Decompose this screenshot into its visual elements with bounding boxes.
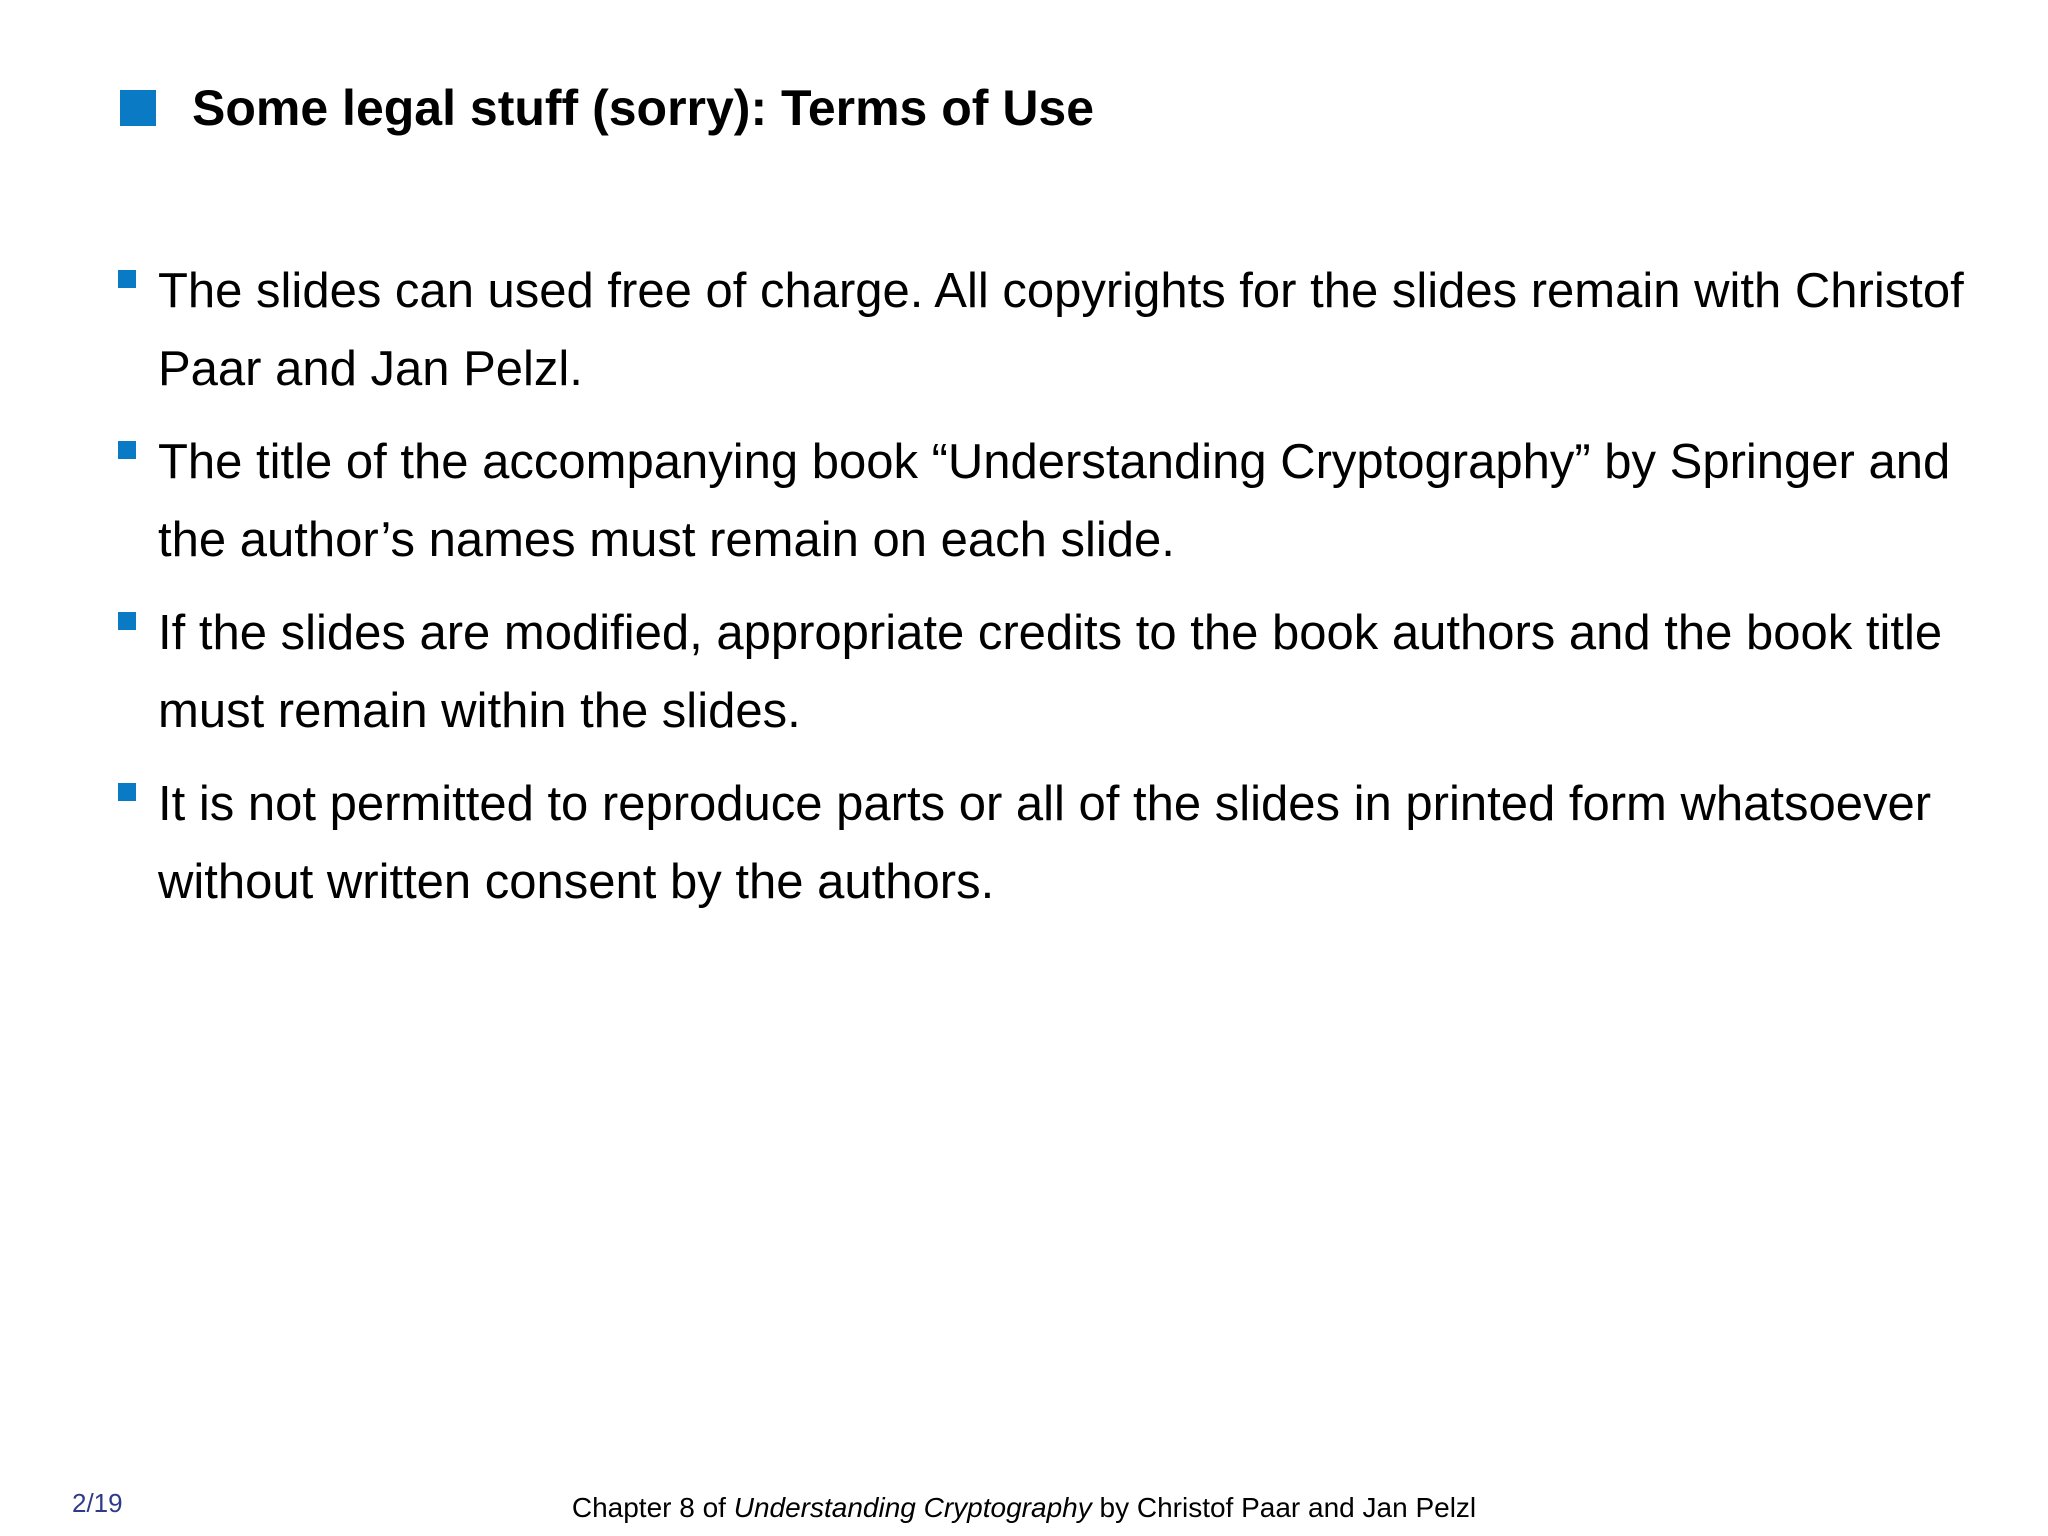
bullet-square-icon — [118, 441, 136, 459]
footer-book-title: Understanding Cryptography — [733, 1492, 1092, 1523]
bullet-text: The slides can used free of charge. All copyrights for the slides remain with Christof Paar and Jan Pelzl. — [158, 264, 1964, 396]
bullet-item — [118, 594, 1978, 750]
footer-prefix: Chapter 8 of — [571, 1492, 734, 1523]
page-number: 2/19 — [72, 1488, 123, 1518]
footer-credit — [0, 1492, 2048, 1524]
bullet-text: It is not permitted to reproduce parts or all of the slides in printed form whatsoever without written consent by the authors. — [158, 777, 1932, 909]
bullet-item — [118, 252, 1978, 408]
footer-suffix: by Christof Paar and Jan Pelzl — [1091, 1492, 1477, 1523]
bullet-square-icon — [118, 783, 136, 801]
bullet-item — [118, 423, 1978, 579]
bullet-square-icon — [118, 612, 136, 630]
slide-title-row — [120, 78, 1094, 138]
slide-title: Some legal stuff (sorry): Terms of Use — [192, 80, 1095, 136]
bullet-square-icon — [118, 270, 136, 288]
title-square-icon — [120, 90, 156, 126]
bullet-text: The title of the accompanying book “Understanding Cryptography” by Springer and the author’s names must remain on each slide. — [158, 435, 1951, 567]
bullet-list — [118, 252, 1978, 936]
bullet-text: If the slides are modified, appropriate credits to the book authors and the book title must remain within the slides. — [158, 606, 1943, 738]
bullet-item — [118, 765, 1978, 921]
